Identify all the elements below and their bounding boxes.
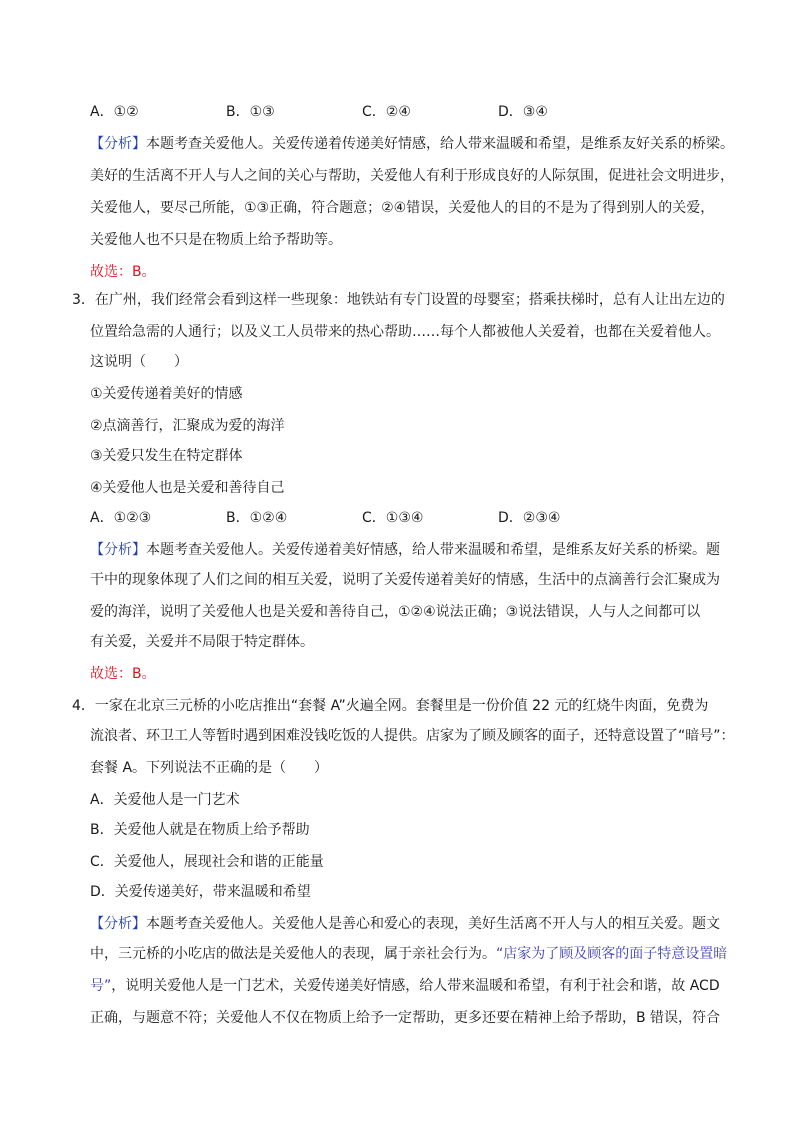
q2-option-d: D．③④ [498,104,548,120]
q4-stem: 流浪者、环卫工人等暂时遇到困难没钱吃饭的人提供。店家为了顾及顾客的面子，还特意设置了“暗号”： [90,728,735,744]
q2-option-a: A．①② [90,104,139,120]
q3-statement: ①关爱传递着美好的情感 [90,386,243,402]
q3-stem: 位置给急需的人通行；以及义工人员带来的热心帮助……每个人都被他人关爱着，也都在关爱着他人。 [90,324,720,340]
q3-stem: 这说明（ ） [90,354,188,370]
q2-option-c: C．②④ [362,104,411,120]
q3-statement: ④关爱他人也是关爱和善待自己 [90,480,285,496]
q3-stem: 3．在广州，我们经常会看到这样一些现象：地铁站有专门设置的母婴室；搭乘扶梯时，总有人让出左边的 [72,292,725,308]
q3-analysis-line: 有关爱，关爱并不局限于特定群体。 [90,634,314,650]
q3-options [90,508,730,528]
q3-option-d: D．②③④ [498,510,561,526]
analysis-text: ，说明关爱他人是一门艺术，关爱传递美好情感，给人带来温暖和希望，有利于社会和谐，故 ACD [111,978,720,994]
q3-statement: ②点滴善行，汇聚成为爱的海洋 [90,418,285,434]
q2-options [90,102,730,122]
q3-analysis-line [90,540,720,560]
q3-analysis-line: 爱的海洋，说明了关爱他人也是关爱和善待自己，①②④说法正确；③说法错误，人与人之间都可以 [90,604,701,620]
q4-analysis-line: 正确，与题意不符；关爱他人不仅在物质上给予一定帮助，更多还要在精神上给予帮助，B 错误，符合 [90,1010,721,1026]
q4-option-c: C．关爱他人，展现社会和谐的正能量 [90,854,324,870]
q3-option-a: A．①②③ [90,510,152,526]
q3-option-b: B．①②④ [226,510,288,526]
q3-option-c: C．①③④ [362,510,424,526]
q3-statement: ③关爱只发生在特定群体 [90,448,243,464]
analysis-quote: 号” [90,978,112,994]
q3-analysis-line: 干中的现象体现了人们之间的相互关爱，说明了关爱传递着美好的情感，生活中的点滴善行会汇聚成为 [90,572,720,588]
q4-analysis-line [90,944,727,964]
q4-stem: 套餐 A。下列说法不正确的是（ ） [90,760,329,776]
q2-analysis-line [90,134,734,154]
q4-option-b: B．关爱他人就是在物质上给予帮助 [90,822,310,838]
q2-analysis-line: 美好的生活离不开人与人之间的关心与帮助，关爱他人有利于形成良好的人际氛围，促进社会文明进步， [90,168,734,184]
q2-analysis-line: 关爱他人也不只是在物质上给予帮助等。 [90,232,342,248]
q4-analysis-line [90,914,720,934]
q2-answer: 故选：B。 [90,264,156,280]
q2-option-b: B．①③ [226,104,275,120]
analysis-text: 中，三元桥的小吃店的做法是关爱他人的表现，属于亲社会行为。 [90,946,496,962]
q4-analysis-line [90,976,720,996]
analysis-tag: 【分析】 [90,916,146,932]
analysis-text: 本题考查关爱他人。关爱传递着传递美好情感，给人带来温暖和希望，是维系友好关系的桥梁。 [146,136,734,152]
analysis-text: 本题考查关爱他人。关爱他人是善心和爱心的表现，美好生活离不开人与人的相互关爱。题文 [146,916,720,932]
q2-analysis-line: 关爱他人，要尽己所能，①③正确，符合题意；②④错误，关爱他人的目的不是为了得到别人的关爱， [90,200,715,216]
analysis-quote: “店家为了顾及顾客的面子特意设置暗 [496,946,728,962]
analysis-tag: 【分析】 [90,136,146,152]
q3-answer: 故选：B。 [90,666,156,682]
q4-option-d: D．关爱传递美好，带来温暖和希望 [90,884,311,900]
q4-option-a: A．关爱他人是一门艺术 [90,792,240,808]
q4-stem: 4．一家在北京三元桥的小吃店推出“套餐 A”火遍全网。套餐里是一份价值 22 元的红烧牛肉面，免费为 [72,698,709,714]
analysis-text: 本题考查关爱他人。关爱传递着美好情感，给人带来温暖和希望，是维系友好关系的桥梁。题 [146,542,720,558]
analysis-tag: 【分析】 [90,542,146,558]
